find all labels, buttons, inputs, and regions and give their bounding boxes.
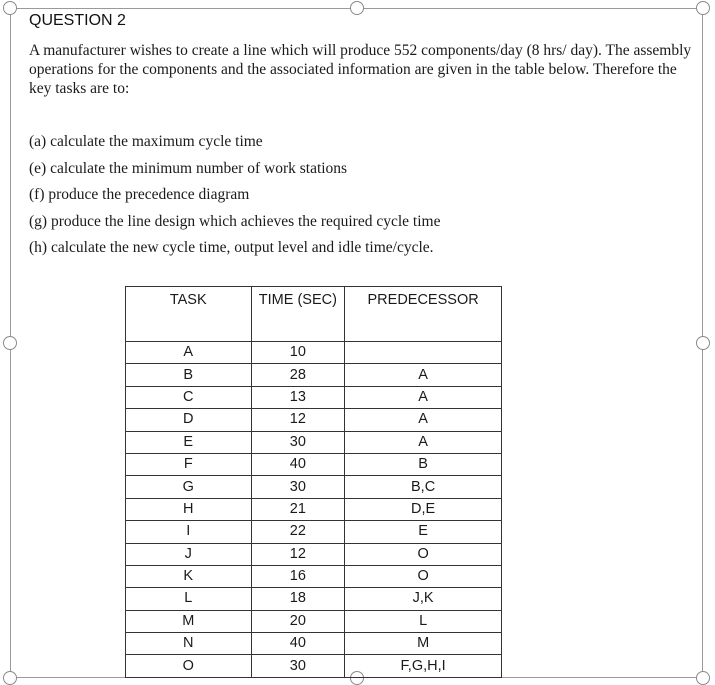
table-row bbox=[126, 655, 502, 677]
question-intro: A manufacturer wishes to create a line which will produce 552 components/day (8 hrs/ day). The assembly operations for the components and the associated information are given in the table below. Therefore the key tasks are to: bbox=[29, 42, 692, 97]
table-row bbox=[126, 431, 502, 453]
table-row bbox=[126, 342, 502, 364]
task-list bbox=[29, 129, 440, 262]
task-table bbox=[125, 286, 502, 678]
resize-handle-middle-right[interactable] bbox=[696, 336, 710, 350]
table-row bbox=[126, 588, 502, 610]
cell-predecessor bbox=[345, 342, 502, 364]
cell-task: I bbox=[126, 521, 252, 543]
cell-time: 28 bbox=[251, 364, 345, 386]
cell-predecessor: J,K bbox=[345, 588, 502, 610]
task-item: (a) calculate the maximum cycle time bbox=[29, 133, 263, 150]
cell-predecessor: O bbox=[345, 565, 502, 587]
resize-handle-bottom-right[interactable] bbox=[696, 671, 710, 685]
table-row bbox=[126, 521, 502, 543]
cell-predecessor: E bbox=[345, 521, 502, 543]
table-body bbox=[126, 342, 502, 678]
cell-task: B bbox=[126, 364, 252, 386]
table-row bbox=[126, 610, 502, 632]
cell-predecessor: L bbox=[345, 610, 502, 632]
cell-predecessor: A bbox=[345, 431, 502, 453]
cell-task: C bbox=[126, 386, 252, 408]
cell-time: 30 bbox=[251, 476, 345, 498]
cell-task: M bbox=[126, 610, 252, 632]
cell-task: N bbox=[126, 633, 252, 655]
table-header-row bbox=[126, 287, 502, 342]
cell-predecessor: A bbox=[345, 364, 502, 386]
table-row bbox=[126, 364, 502, 386]
table-row bbox=[126, 565, 502, 587]
resize-handle-top-right[interactable] bbox=[696, 1, 710, 15]
table-row bbox=[126, 476, 502, 498]
cell-time: 20 bbox=[251, 610, 345, 632]
task-item: (h) calculate the new cycle time, output level and idle time/cycle. bbox=[29, 239, 434, 256]
cell-task: L bbox=[126, 588, 252, 610]
cell-predecessor: A bbox=[345, 409, 502, 431]
table-row bbox=[126, 453, 502, 475]
cell-time: 40 bbox=[251, 453, 345, 475]
cell-time: 13 bbox=[251, 386, 345, 408]
cell-time: 10 bbox=[251, 342, 345, 364]
cell-task: K bbox=[126, 565, 252, 587]
resize-handle-bottom-left[interactable] bbox=[3, 671, 17, 685]
table-row bbox=[126, 498, 502, 520]
cell-task: E bbox=[126, 431, 252, 453]
cell-predecessor: B,C bbox=[345, 476, 502, 498]
cell-time: 12 bbox=[251, 409, 345, 431]
table-row bbox=[126, 543, 502, 565]
table-row bbox=[126, 386, 502, 408]
cell-predecessor: M bbox=[345, 633, 502, 655]
cell-time: 30 bbox=[251, 655, 345, 677]
question-heading: QUESTION 2 bbox=[29, 12, 126, 29]
cell-task: F bbox=[126, 453, 252, 475]
header-predecessor: PREDECESSOR bbox=[345, 287, 502, 342]
resize-handle-middle-left[interactable] bbox=[3, 336, 17, 350]
cell-time: 30 bbox=[251, 431, 345, 453]
table-row bbox=[126, 409, 502, 431]
cell-time: 12 bbox=[251, 543, 345, 565]
cell-time: 16 bbox=[251, 565, 345, 587]
cell-predecessor: F,G,H,I bbox=[345, 655, 502, 677]
resize-handle-top-middle[interactable] bbox=[350, 1, 364, 15]
header-task: TASK bbox=[126, 287, 252, 342]
cell-task: O bbox=[126, 655, 252, 677]
cell-predecessor: B bbox=[345, 453, 502, 475]
cell-predecessor: A bbox=[345, 386, 502, 408]
task-item: (g) produce the line design which achieves the required cycle time bbox=[29, 212, 441, 230]
resize-handle-top-left[interactable] bbox=[3, 1, 17, 15]
cell-task: D bbox=[126, 409, 252, 431]
cell-time: 21 bbox=[251, 498, 345, 520]
cell-task: J bbox=[126, 543, 252, 565]
cell-task: H bbox=[126, 498, 252, 520]
header-time: TIME (SEC) bbox=[251, 287, 345, 342]
cell-time: 40 bbox=[251, 633, 345, 655]
table-row bbox=[126, 633, 502, 655]
cell-predecessor: D,E bbox=[345, 498, 502, 520]
task-item: (e) calculate the minimum number of work stations bbox=[29, 159, 348, 177]
cell-time: 22 bbox=[251, 521, 345, 543]
task-item: (f) produce the precedence diagram bbox=[29, 186, 250, 203]
cell-task: G bbox=[126, 476, 252, 498]
cell-predecessor: O bbox=[345, 543, 502, 565]
cell-time: 18 bbox=[251, 588, 345, 610]
cell-task: A bbox=[126, 342, 252, 364]
